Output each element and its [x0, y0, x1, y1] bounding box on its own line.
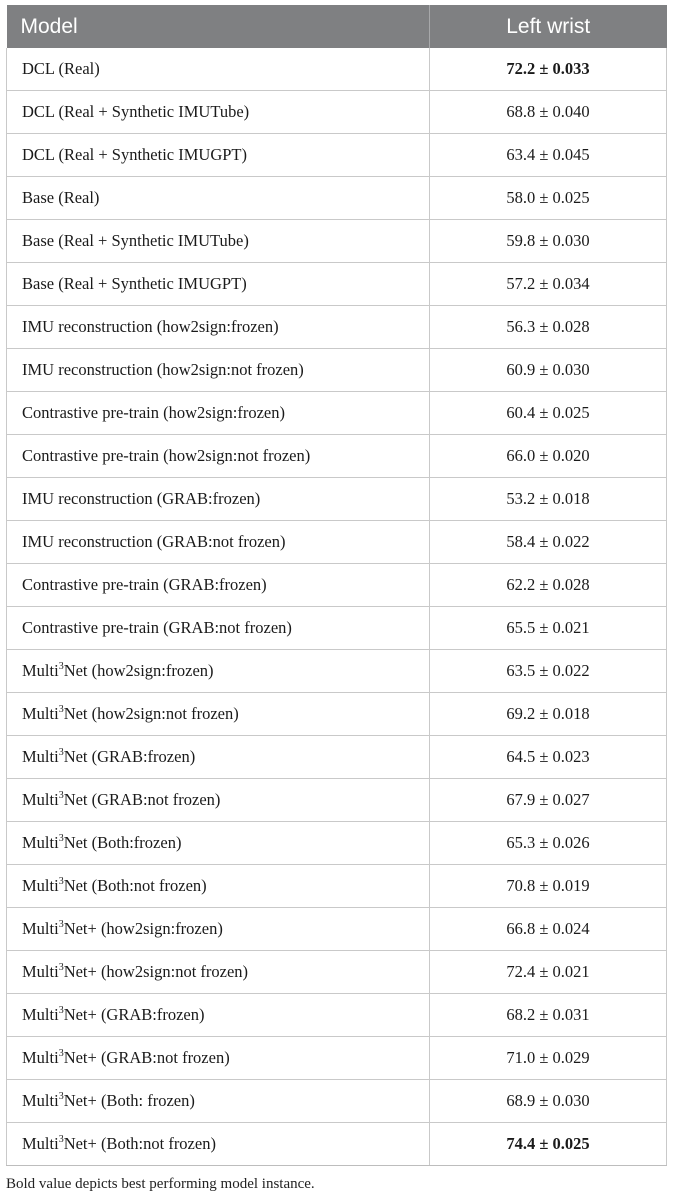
- left-wrist-value: 68.2 ± 0.031: [430, 994, 667, 1037]
- left-wrist-value: 68.8 ± 0.040: [430, 91, 667, 134]
- model-name-base: Multi: [22, 747, 59, 766]
- left-wrist-value: 53.2 ± 0.018: [430, 478, 667, 521]
- left-wrist-value: 57.2 ± 0.034: [430, 263, 667, 306]
- table-row: [7, 1123, 667, 1166]
- table-row: [7, 478, 667, 521]
- table-row: [7, 951, 667, 994]
- model-name-rest: Net (Both:frozen): [63, 833, 182, 852]
- model-cell: Contrastive pre-train (GRAB:frozen): [7, 564, 430, 607]
- model-name-base: Multi: [22, 962, 59, 981]
- model-name-superscript: 3: [58, 1047, 64, 1059]
- model-name-base: Multi: [22, 1091, 59, 1110]
- model-name-base: Multi: [22, 704, 59, 723]
- table-row: [7, 521, 667, 564]
- left-wrist-value: 68.9 ± 0.030: [430, 1080, 667, 1123]
- model-cell: [7, 736, 430, 779]
- model-cell: IMU reconstruction (how2sign:not frozen): [7, 349, 430, 392]
- header-left-wrist: Left wrist: [430, 5, 667, 48]
- results-table: [6, 5, 667, 1166]
- table-row: [7, 822, 667, 865]
- model-name-rest: Net (GRAB:frozen): [63, 747, 196, 766]
- table-footnote: Bold value depicts best performing model instance.: [6, 1176, 315, 1192]
- model-name-base: Multi: [22, 790, 59, 809]
- model-name-superscript: 3: [58, 1133, 64, 1145]
- model-name-superscript: 3: [58, 918, 64, 930]
- model-cell: IMU reconstruction (GRAB:not frozen): [7, 521, 430, 564]
- left-wrist-value: 65.3 ± 0.026: [430, 822, 667, 865]
- model-name-rest: Net+ (Both:not frozen): [63, 1134, 216, 1153]
- table-row: [7, 134, 667, 177]
- model-name-base: Multi: [22, 1134, 59, 1153]
- model-name-rest: Net (how2sign:not frozen): [63, 704, 239, 723]
- table-row: [7, 349, 667, 392]
- left-wrist-value: 59.8 ± 0.030: [430, 220, 667, 263]
- model-cell: IMU reconstruction (GRAB:frozen): [7, 478, 430, 521]
- model-cell: [7, 693, 430, 736]
- model-cell: Contrastive pre-train (how2sign:not frozen): [7, 435, 430, 478]
- model-name-superscript: 3: [58, 875, 64, 887]
- table-row: [7, 994, 667, 1037]
- model-name-base: Multi: [22, 876, 59, 895]
- model-cell: [7, 650, 430, 693]
- model-name-rest: Net (Both:not frozen): [63, 876, 207, 895]
- left-wrist-value: 64.5 ± 0.023: [430, 736, 667, 779]
- left-wrist-value: 60.4 ± 0.025: [430, 392, 667, 435]
- table-row: [7, 908, 667, 951]
- model-name-superscript: 3: [58, 1090, 64, 1102]
- left-wrist-value: 71.0 ± 0.029: [430, 1037, 667, 1080]
- table-row: [7, 564, 667, 607]
- left-wrist-value: 72.2 ± 0.033: [430, 48, 667, 91]
- table-row: [7, 220, 667, 263]
- model-name-superscript: 3: [58, 832, 64, 844]
- table-row: [7, 779, 667, 822]
- model-name-rest: Net+ (how2sign:frozen): [63, 919, 223, 938]
- table-row: [7, 392, 667, 435]
- model-cell: [7, 865, 430, 908]
- model-cell: Base (Real + Synthetic IMUGPT): [7, 263, 430, 306]
- model-name-superscript: 3: [58, 746, 64, 758]
- model-name-rest: Net+ (GRAB:not frozen): [63, 1048, 230, 1067]
- left-wrist-value: 60.9 ± 0.030: [430, 349, 667, 392]
- model-name-base: Multi: [22, 661, 59, 680]
- left-wrist-value: 62.2 ± 0.028: [430, 564, 667, 607]
- model-cell: Contrastive pre-train (how2sign:frozen): [7, 392, 430, 435]
- table-header: [7, 5, 667, 48]
- table-row: [7, 48, 667, 91]
- left-wrist-value: 56.3 ± 0.028: [430, 306, 667, 349]
- left-wrist-value: 67.9 ± 0.027: [430, 779, 667, 822]
- left-wrist-value: 70.8 ± 0.019: [430, 865, 667, 908]
- model-cell: [7, 951, 430, 994]
- model-cell: DCL (Real + Synthetic IMUTube): [7, 91, 430, 134]
- model-cell: Base (Real): [7, 177, 430, 220]
- table-row: [7, 263, 667, 306]
- model-name-superscript: 3: [58, 789, 64, 801]
- table-row: [7, 607, 667, 650]
- model-name-superscript: 3: [58, 703, 64, 715]
- model-name-superscript: 3: [58, 660, 64, 672]
- model-cell: DCL (Real): [7, 48, 430, 91]
- model-cell: Base (Real + Synthetic IMUTube): [7, 220, 430, 263]
- model-name-base: Multi: [22, 1048, 59, 1067]
- model-name-base: Multi: [22, 833, 59, 852]
- table-row: [7, 435, 667, 478]
- table-row: [7, 91, 667, 134]
- table-row: [7, 1037, 667, 1080]
- model-cell: [7, 994, 430, 1037]
- table-row: [7, 693, 667, 736]
- model-name-base: Multi: [22, 919, 59, 938]
- left-wrist-value: 63.4 ± 0.045: [430, 134, 667, 177]
- model-name-rest: Net+ (Both: frozen): [63, 1091, 195, 1110]
- table-row: [7, 306, 667, 349]
- model-cell: [7, 1123, 430, 1166]
- model-name-rest: Net+ (GRAB:frozen): [63, 1005, 205, 1024]
- model-cell: [7, 1080, 430, 1123]
- left-wrist-value: 65.5 ± 0.021: [430, 607, 667, 650]
- table-row: [7, 865, 667, 908]
- model-name-superscript: 3: [58, 1004, 64, 1016]
- model-name-superscript: 3: [58, 961, 64, 973]
- left-wrist-value: 63.5 ± 0.022: [430, 650, 667, 693]
- table-body: [7, 48, 667, 1166]
- left-wrist-value: 66.0 ± 0.020: [430, 435, 667, 478]
- model-name-rest: Net (GRAB:not frozen): [63, 790, 221, 809]
- table-row: [7, 650, 667, 693]
- left-wrist-value: 58.0 ± 0.025: [430, 177, 667, 220]
- model-cell: [7, 908, 430, 951]
- header-row: [7, 5, 667, 48]
- model-cell: [7, 1037, 430, 1080]
- left-wrist-value: 74.4 ± 0.025: [430, 1123, 667, 1166]
- left-wrist-value: 58.4 ± 0.022: [430, 521, 667, 564]
- model-name-base: Multi: [22, 1005, 59, 1024]
- model-cell: IMU reconstruction (how2sign:frozen): [7, 306, 430, 349]
- left-wrist-value: 66.8 ± 0.024: [430, 908, 667, 951]
- model-name-rest: Net (how2sign:frozen): [63, 661, 214, 680]
- left-wrist-value: 72.4 ± 0.021: [430, 951, 667, 994]
- model-cell: [7, 822, 430, 865]
- header-model: Model: [7, 5, 430, 48]
- left-wrist-value: 69.2 ± 0.018: [430, 693, 667, 736]
- table-row: [7, 177, 667, 220]
- model-name-rest: Net+ (how2sign:not frozen): [63, 962, 249, 981]
- model-cell: DCL (Real + Synthetic IMUGPT): [7, 134, 430, 177]
- table-row: [7, 736, 667, 779]
- table-row: [7, 1080, 667, 1123]
- model-cell: Contrastive pre-train (GRAB:not frozen): [7, 607, 430, 650]
- model-cell: [7, 779, 430, 822]
